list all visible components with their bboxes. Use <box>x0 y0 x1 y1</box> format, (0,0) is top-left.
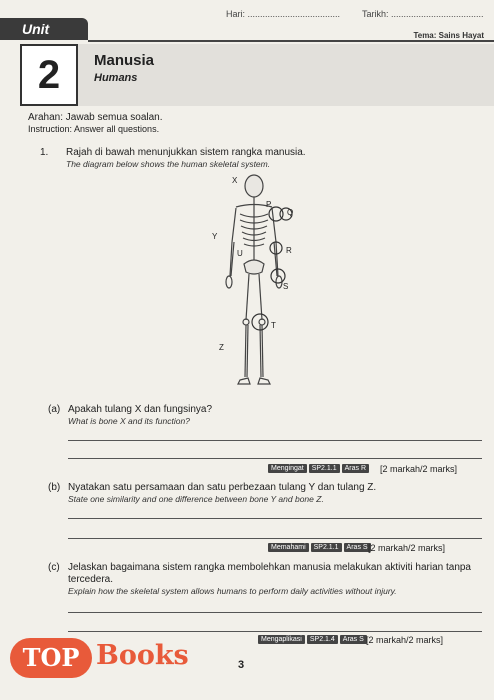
answer-line[interactable] <box>68 631 482 632</box>
part-c-letter: (c) <box>48 562 60 573</box>
topic-title: Manusia <box>94 52 155 69</box>
arahan-text: Arahan: Jawab semua soalan. <box>28 112 163 123</box>
answer-line[interactable] <box>68 458 482 459</box>
skill-level: Mengaplikasi <box>258 635 305 644</box>
marks-c: [2 markah/2 marks] <box>366 635 444 645</box>
answer-line[interactable] <box>68 440 482 441</box>
label-s: S <box>283 282 289 291</box>
skill-tags-b <box>268 543 373 552</box>
unit-tab: Unit <box>0 18 88 40</box>
unit-header-box <box>20 44 494 106</box>
label-z: Z <box>219 343 224 352</box>
label-p: P <box>266 200 272 209</box>
topbooks-logo-books: Books <box>96 640 189 671</box>
label-t: T <box>271 321 276 330</box>
part-c-text-en: Explain how the skeletal system allows humans to perform daily activities without injury. <box>68 586 397 596</box>
unit-number: 2 <box>20 44 78 106</box>
answer-line[interactable] <box>68 518 482 519</box>
skill-level: Mengingat <box>268 464 307 473</box>
topic-subtitle: Humans <box>94 72 138 84</box>
skill-code: SP2.1.1 <box>309 464 340 473</box>
skill-tags-a <box>268 464 371 473</box>
topbooks-logo-top: TOP <box>10 638 92 678</box>
label-x: X <box>232 176 238 185</box>
marks-b: [2 markah/2 marks] <box>368 543 446 553</box>
tarikh-field: Tarikh: ..................................... <box>362 9 484 19</box>
skill-tags-c <box>258 635 369 644</box>
skeleton-diagram <box>200 172 310 394</box>
question-text-en: The diagram below shows the human skeletal system. <box>66 159 271 169</box>
part-b-letter: (b) <box>48 482 61 493</box>
instruction-text: Instruction: Answer all questions. <box>28 124 160 134</box>
part-a-letter: (a) <box>48 404 61 415</box>
question-number: 1. <box>40 147 49 158</box>
question-text: Rajah di bawah menunjukkan sistem rangka manusia. <box>66 147 306 158</box>
answer-line[interactable] <box>68 612 482 613</box>
part-a-text-en: What is bone X and its function? <box>68 416 190 426</box>
label-y: Y <box>212 232 218 241</box>
skill-code: SP2.1.4 <box>307 635 338 644</box>
label-r: R <box>286 246 292 255</box>
label-u: U <box>237 249 243 258</box>
skill-aras: Aras R <box>342 464 369 473</box>
tema-label: Tema: Sains Hayat <box>413 31 484 40</box>
page-number: 3 <box>238 659 245 671</box>
label-q: Q <box>287 208 294 217</box>
skill-level: Memahami <box>268 543 309 552</box>
skill-code: SP2.1.1 <box>311 543 342 552</box>
part-b-text: Nyatakan satu persamaan dan satu perbezaan tulang Y dan tulang Z. <box>68 482 377 493</box>
part-a-text: Apakah tulang X dan fungsinya? <box>68 404 212 415</box>
skill-aras: Aras S <box>340 635 367 644</box>
hari-field: Hari: ..................................... <box>226 9 341 19</box>
marks-a: [2 markah/2 marks] <box>380 464 458 474</box>
answer-line[interactable] <box>68 538 482 539</box>
part-c-text: Jelaskan bagaimana sistem rangka membolehkan manusia melakukan aktiviti harian tanpa tercedera. <box>68 562 471 585</box>
skill-aras: Aras S <box>344 543 371 552</box>
part-b-text-en: State one similarity and one difference between bone Y and bone Z. <box>68 494 324 504</box>
